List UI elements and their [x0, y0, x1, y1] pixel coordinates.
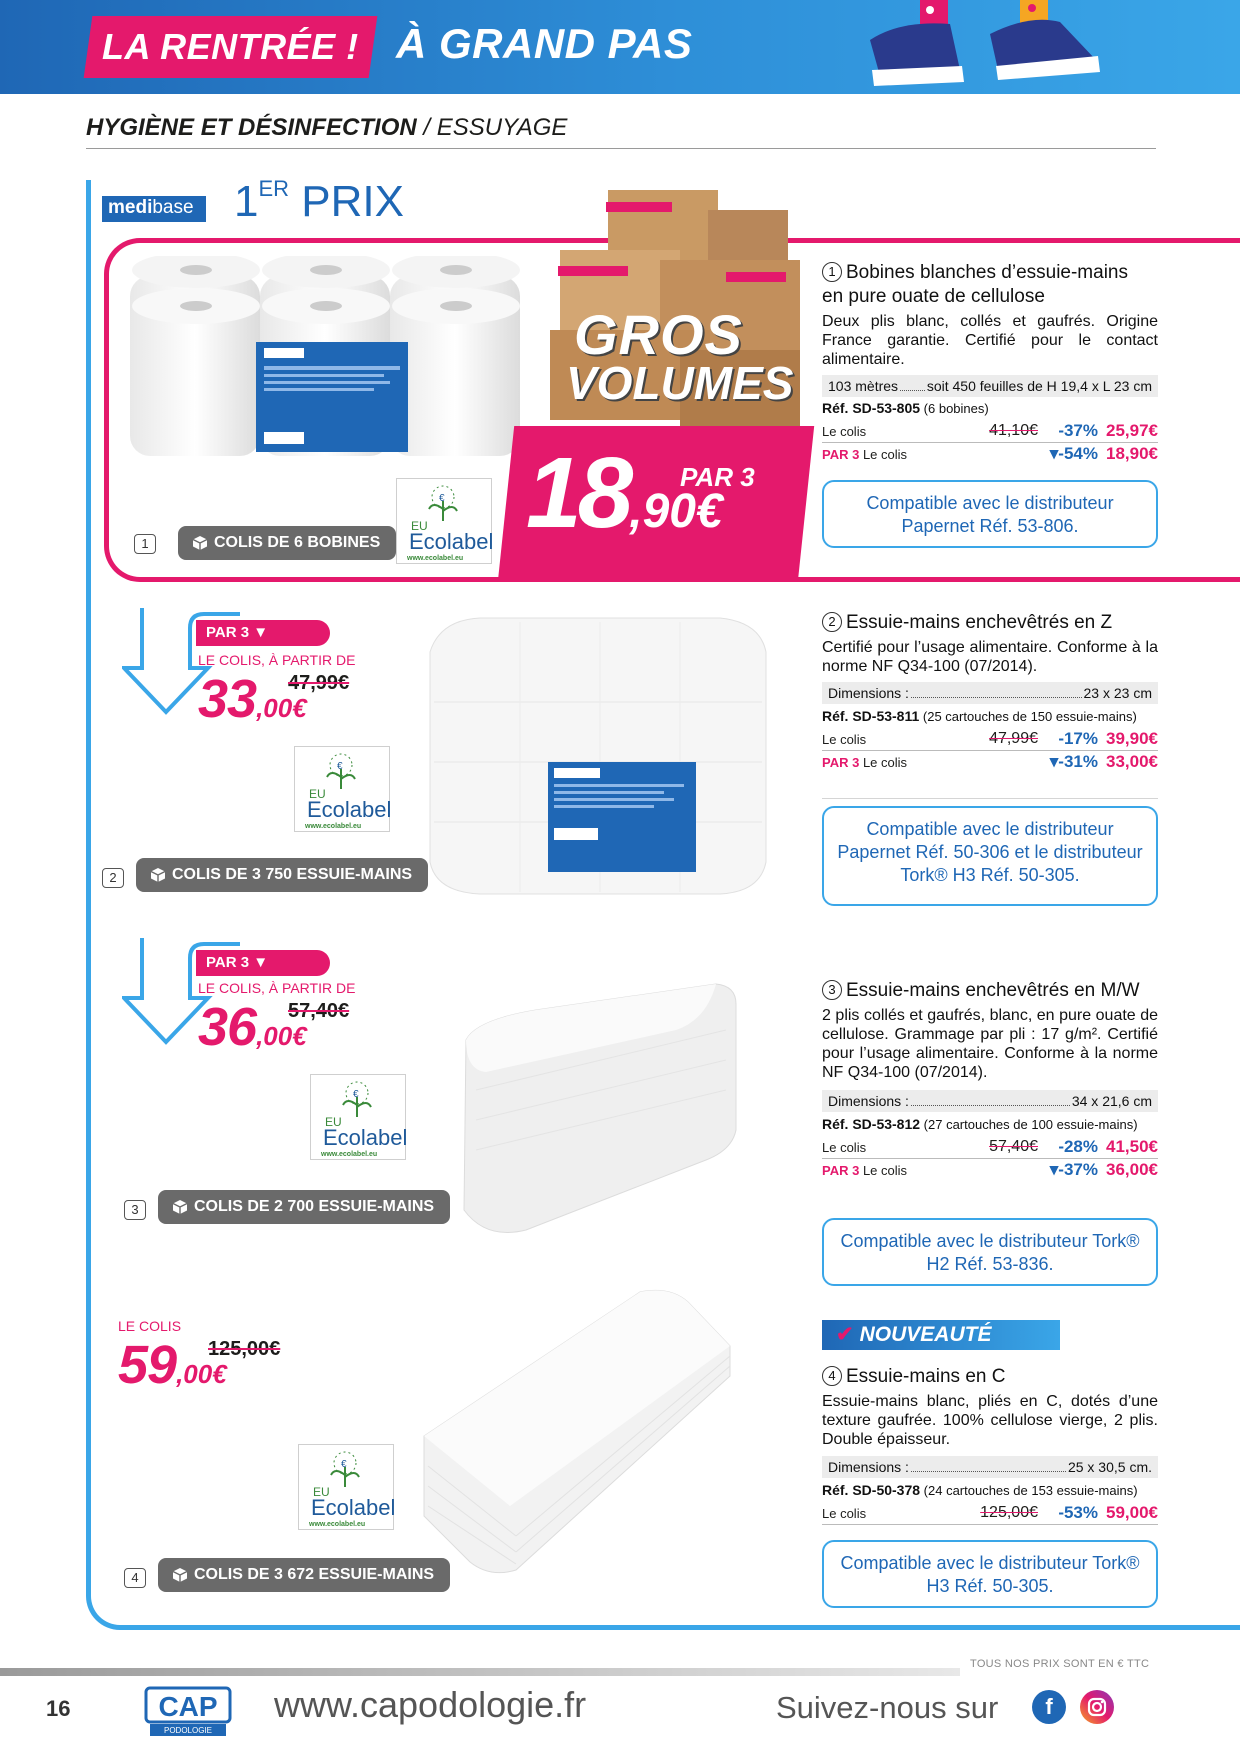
product3-from-label: LE COLIS, À PARTIR DE — [198, 980, 356, 996]
product3-colis-badge: COLIS DE 2 700 ESSUIE-MAINS — [158, 1190, 450, 1224]
product4-compat-box: Compatible avec le distributeur Tork® H3 Réf. 50-305. — [822, 1540, 1158, 1608]
product1-ref: Réf. SD-53-805 (6 bobines) — [822, 400, 989, 416]
gros-volumes-line2: VOLUMES — [566, 357, 794, 409]
product1-number: 1 — [134, 534, 156, 554]
package-icon — [172, 1567, 188, 1583]
product3-compat-box: Compatible avec le distributeur Tork® H2 Réf. 53-836. — [822, 1218, 1158, 1286]
gros-volumes-line1: GROS — [574, 303, 743, 366]
product1-price-row: Le colis 41,10€ -37% 25,97€ — [822, 421, 1158, 440]
ecolabel-logo: € EU Ecolabel www.ecolabel.eu — [298, 1444, 394, 1530]
footer-divider — [0, 1668, 960, 1676]
new-badge: ✔ NOUVEAUTÉ — [822, 1320, 1060, 1350]
product4-number: 4 — [124, 1568, 146, 1588]
product2-description: Certifié pour l’usage alimentaire. Conforme à la norme NF Q34-100 (07/2014). — [822, 639, 1158, 675]
product3-old-price: 57,40€ — [288, 1000, 350, 1022]
banner-highlight-text: LA RENTRÉE ! — [102, 26, 359, 67]
price-note: TOUS NOS PRIX SONT EN € TTC — [970, 1658, 1150, 1670]
product1-spec: 103 mètres soit 450 feuilles de H 19,4 x L 23 cm — [822, 375, 1158, 397]
banner-highlight — [84, 16, 377, 78]
product2-title: 2 Essuie-mains enchevêtrés en Z — [822, 612, 1112, 634]
product2-price-row: Le colis 47,99€ -17% 39,90€ — [822, 729, 1158, 748]
facebook-icon[interactable]: f — [1032, 1690, 1066, 1724]
package-icon — [150, 867, 166, 883]
product2-compat-box: Compatible avec le distributeur Papernet Réf. 50-306 et le distributeur Tork® H3 Réf. 50-305. — [822, 806, 1158, 906]
page-number: 16 — [46, 1696, 71, 1721]
product3-spec: Dimensions : 34 x 21,6 cm — [822, 1090, 1158, 1112]
product2-from-label: LE COLIS, À PARTIR DE — [198, 652, 356, 668]
row-divider — [822, 1524, 1158, 1525]
svg-text:€: € — [337, 761, 343, 772]
product1-big-price: 18,90€ — [526, 437, 723, 549]
svg-text:CAP: CAP — [158, 1691, 218, 1722]
product3-par3-tag: PAR 3 ▼ — [196, 950, 330, 976]
product4-colis-badge: COLIS DE 3 672 ESSUIE-MAINS — [158, 1558, 450, 1592]
svg-text:€: € — [341, 1459, 347, 1470]
product3-number: 3 — [124, 1200, 146, 1220]
product2-big-price: 33,00€ — [198, 669, 307, 729]
product3-description: 2 plis collés et gaufrés, blanc, en pure ouate de cellulose. Grammage par pli : 17 g/m². Certifié pour l’usage alimentaire. Conforme à la norme NF Q34-100 (07/2014). — [822, 1007, 1158, 1081]
product4-price-row: Le colis 125,00€ -53% 59,00€ — [822, 1503, 1158, 1522]
product3-title: 3 Essuie-mains enchevêtrés en M/W — [822, 980, 1140, 1002]
product2-image — [420, 612, 776, 898]
sneakers-illustration — [860, 0, 1120, 94]
follow-us-label: Suivez-nous sur — [776, 1690, 999, 1725]
cap-podologie-logo — [140, 1686, 236, 1738]
instagram-icon[interactable] — [1080, 1690, 1114, 1724]
product4-ref: Réf. SD-50-378 (24 cartouches de 153 essuie-mains) — [822, 1482, 1138, 1498]
website-link[interactable]: www.capodologie.fr — [274, 1684, 587, 1725]
product1-description: Deux plis blanc, collés et gaufrés. Origine France garantie. Certifié pour le contact alimentaire. — [822, 313, 1158, 368]
product2-par3-row: PAR 3 Le colis ▾-31% 33,00€ — [822, 752, 1158, 771]
product2-colis-badge: COLIS DE 3 750 ESSUIE-MAINS — [136, 858, 428, 892]
section-divider — [86, 148, 1156, 149]
product1-image — [126, 256, 536, 472]
product3-big-price: 36,00€ — [198, 997, 307, 1057]
product1-par3-label: PAR 3 — [680, 462, 755, 492]
product3-image — [446, 980, 746, 1240]
package-icon — [192, 535, 208, 551]
product4-spec: Dimensions : 25 x 30,5 cm. — [822, 1456, 1158, 1478]
check-icon: ✔ — [836, 1323, 854, 1346]
svg-text:€: € — [439, 493, 445, 504]
package-icon — [172, 1199, 188, 1215]
product1-title-line2: en pure ouate de cellulose — [822, 286, 1045, 307]
product2-ref: Réf. SD-53-811 (25 cartouches de 150 essuie-mains) — [822, 708, 1137, 724]
product1-compat-box: Compatible avec le distributeur Papernet Réf. 53-806. — [822, 480, 1158, 548]
product4-description: Essuie-mains blanc, pliés en C, dotés d’une texture gaufrée. 100% cellulose vierge, 2 plis. Double épaisseur. — [822, 1393, 1158, 1448]
product3-ref: Réf. SD-53-812 (27 cartouches de 100 essuie-mains) — [822, 1116, 1138, 1132]
product3-par3-row: PAR 3 Le colis ▾-37% 36,00€ — [822, 1160, 1158, 1179]
section-title: HYGIÈNE ET DÉSINFECTION / ESSUYAGE — [86, 114, 568, 141]
ecolabel-logo: € EU Ecolabel www.ecolabel.eu — [294, 746, 390, 832]
product2-old-price: 47,99€ — [288, 672, 350, 694]
product1-par3-row: PAR 3 Le colis ▾-54% 18,90€ — [822, 444, 1158, 463]
product4-title: 4 Essuie-mains en C — [822, 1366, 1005, 1388]
svg-text:PODOLOGIE: PODOLOGIE — [163, 1726, 213, 1735]
product4-image — [420, 1286, 740, 1576]
product3-price-row: Le colis 57,40€ -28% 41,50€ — [822, 1137, 1158, 1156]
ecolabel-logo: € EU Ecolabel www.ecolabel.eu — [396, 478, 492, 564]
first-price-label: 1ER PRIX — [234, 176, 404, 226]
row-divider — [822, 798, 1158, 799]
product2-spec: Dimensions : 23 x 23 cm — [822, 682, 1158, 704]
product4-old-price: 125,00€ — [208, 1338, 281, 1360]
product4-colis-label: LE COLIS — [118, 1318, 182, 1334]
product1-title: 1 Bobines blanches d’essuie-mains — [822, 262, 1128, 284]
product1-colis-badge: COLIS DE 6 BOBINES — [178, 526, 396, 560]
svg-text:€: € — [353, 1089, 359, 1100]
product2-par3-tag: PAR 3 ▼ — [196, 620, 330, 646]
ecolabel-logo: € EU Ecolabel www.ecolabel.eu — [310, 1074, 406, 1160]
medibase-logo: medibase — [102, 196, 206, 222]
banner-subtitle: À GRAND PAS — [396, 20, 693, 67]
product2-number: 2 — [102, 868, 124, 888]
product4-big-price: 59,00€ — [118, 1335, 227, 1395]
